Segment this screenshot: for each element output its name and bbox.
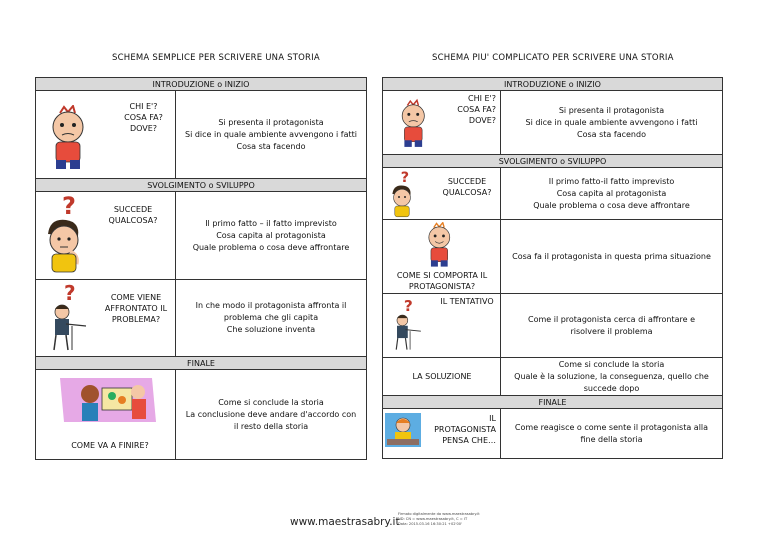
left-happens-d1: Il primo fatto – il fatto imprevisto bbox=[205, 218, 337, 228]
right-row-solution-question bbox=[383, 358, 501, 396]
right-attempt-d2: risolvere il problema bbox=[570, 326, 653, 336]
right-who-d3: Cosa sta facendo bbox=[577, 129, 646, 139]
right-who-q2: COSA FA? bbox=[457, 105, 496, 114]
child-at-desk-icon bbox=[385, 413, 421, 447]
footer-website-link[interactable]: www.maestrasabry.it bbox=[290, 516, 400, 528]
reading-children-icon bbox=[56, 374, 158, 426]
thinking-man-desk-icon bbox=[42, 282, 94, 354]
right-row-behave-description bbox=[501, 220, 723, 294]
right-row-solution-description bbox=[501, 358, 723, 396]
right-solution-d3: succede dopo bbox=[583, 383, 640, 393]
left-row-happens-question bbox=[36, 192, 176, 280]
right-behave-d1: Cosa fa il protagonista in questa prima situazione bbox=[512, 251, 711, 261]
left-who-d2: Si dice in quale ambiente avvengono i fatti bbox=[185, 129, 357, 139]
right-section-intro: INTRODUZIONE o INIZIO bbox=[383, 78, 723, 91]
left-section-end: FINALE bbox=[36, 357, 367, 370]
signature-line-2: ND: CN = www.maestrasabry.it, C = IT bbox=[398, 517, 468, 521]
right-attempt-d1: Come il protagonista cerca di affrontare e bbox=[527, 314, 696, 324]
left-face-d3: Che soluzione inventa bbox=[226, 325, 316, 334]
child-icon bbox=[423, 222, 457, 268]
right-row-behave-question bbox=[383, 220, 501, 294]
right-row-attempt-question bbox=[383, 294, 501, 358]
thinking-man-desk-icon bbox=[387, 296, 427, 354]
left-row-face-question bbox=[36, 280, 176, 357]
left-happens-q2: QUALCOSA? bbox=[108, 216, 158, 225]
svg-text:?: ? bbox=[62, 194, 76, 220]
left-finish-d2: La conclusione deve andare d'accordo con bbox=[185, 409, 357, 419]
left-schema-title: SCHEMA SEMPLICE PER SCRIVERE UNA STORIA bbox=[112, 53, 320, 63]
left-face-q1: COME VIENE bbox=[110, 293, 162, 302]
svg-text:?: ? bbox=[400, 170, 410, 186]
left-who-d3: Cosa sta facendo bbox=[236, 141, 306, 151]
right-happens-d3: Quale problema o cosa deve affrontare bbox=[533, 200, 690, 210]
right-row-who-description bbox=[501, 91, 723, 155]
right-happens-q2: QUALCOSA? bbox=[442, 188, 492, 197]
right-who-d2: Si dice in quale ambiente avvengono i fatti bbox=[525, 117, 698, 127]
left-face-d1: In che modo il protagonista affronta il bbox=[195, 301, 347, 310]
left-finish-d3: il resto della storia bbox=[233, 421, 309, 431]
left-face-q2: AFFRONTATO IL bbox=[104, 304, 168, 313]
left-who-d1: Si presenta il protagonista bbox=[218, 117, 324, 127]
right-solution-d2: Quale è la soluzione, la conseguenza, quello che bbox=[514, 371, 709, 381]
right-solution-d1: Come si conclude la storia bbox=[558, 359, 665, 369]
right-row-thinks-question bbox=[383, 409, 501, 459]
left-section-dev: SVOLGIMENTO o SVILUPPO bbox=[36, 179, 367, 192]
right-thinks-q2: PROTAGONISTA bbox=[434, 425, 496, 434]
svg-text:?: ? bbox=[403, 297, 413, 316]
right-row-who-question bbox=[383, 91, 501, 155]
left-who-q2: COSA FA? bbox=[124, 113, 163, 122]
left-finish-q1: COME VA A FINIRE? bbox=[71, 441, 149, 450]
left-row-finish-question bbox=[36, 370, 176, 460]
left-happens-d2: Cosa capita al protagonista bbox=[216, 230, 326, 240]
left-who-q1: CHI E'? bbox=[129, 102, 158, 111]
right-schema-title: SCHEMA PIU' COMPLICATO PER SCRIVERE UNA STORIA bbox=[432, 53, 674, 63]
thinking-child-icon bbox=[397, 97, 431, 151]
question-boy-icon bbox=[40, 194, 88, 274]
left-row-who-description bbox=[176, 91, 367, 179]
right-row-attempt-description bbox=[501, 294, 723, 358]
right-thinks-q3: PENSA CHE… bbox=[442, 436, 496, 445]
left-section-intro: INTRODUZIONE o INIZIO bbox=[36, 78, 367, 91]
right-row-thinks-description bbox=[501, 409, 723, 459]
left-happens-q1: SUCCEDE bbox=[113, 205, 153, 214]
right-happens-q1: SUCCEDE bbox=[447, 177, 487, 186]
right-behave-q2: PROTAGONISTA? bbox=[408, 282, 476, 291]
right-section-dev: SVOLGIMENTO o SVILUPPO bbox=[383, 155, 723, 168]
signature-line-1: Firmato digitalmente da www.maestrasabry.it bbox=[398, 512, 480, 516]
right-row-happens-question bbox=[383, 168, 501, 220]
right-thinks-q1: IL bbox=[489, 414, 496, 423]
right-who-q3: DOVE? bbox=[468, 116, 496, 125]
right-who-d1: Si presenta il protagonista bbox=[558, 105, 665, 115]
right-happens-d2: Cosa capita al protagonista bbox=[556, 188, 667, 198]
left-row-who-question bbox=[36, 91, 176, 179]
right-happens-d1: Il primo fatto-il fatto imprevisto bbox=[548, 176, 675, 186]
right-thinks-d1: Come reagisce o come sente il protagonista alla bbox=[514, 422, 709, 432]
right-who-q1: CHI E'? bbox=[467, 94, 496, 103]
svg-text:?: ? bbox=[64, 282, 76, 305]
signature-line-3: Data: 2015.03.16 16:30:21 +02'00' bbox=[398, 522, 463, 526]
right-thinks-d2: fine della storia bbox=[580, 434, 643, 444]
right-row-happens-description bbox=[501, 168, 723, 220]
left-schema-table bbox=[35, 77, 367, 460]
left-row-happens-description bbox=[176, 192, 367, 280]
right-section-end: FINALE bbox=[383, 396, 723, 409]
left-happens-d3: Quale problema o cosa deve affrontare bbox=[192, 242, 350, 252]
right-behave-q1: COME SI COMPORTA IL bbox=[396, 271, 488, 280]
left-row-finish-description bbox=[176, 370, 367, 460]
right-solution-q1: LA SOLUZIONE bbox=[412, 372, 472, 381]
question-boy-icon bbox=[387, 170, 417, 218]
thinking-child-icon bbox=[46, 105, 92, 171]
right-attempt-q1: IL TENTATIVO bbox=[440, 297, 494, 306]
left-who-q3: DOVE? bbox=[129, 124, 158, 133]
right-schema-table bbox=[382, 77, 723, 459]
left-face-d2: problema che gli capita bbox=[223, 313, 319, 322]
left-face-q3: PROBLEMA? bbox=[111, 315, 161, 324]
digital-signature-note bbox=[398, 512, 498, 527]
left-finish-d1: Come si conclude la storia bbox=[218, 397, 324, 407]
left-row-face-description bbox=[176, 280, 367, 357]
